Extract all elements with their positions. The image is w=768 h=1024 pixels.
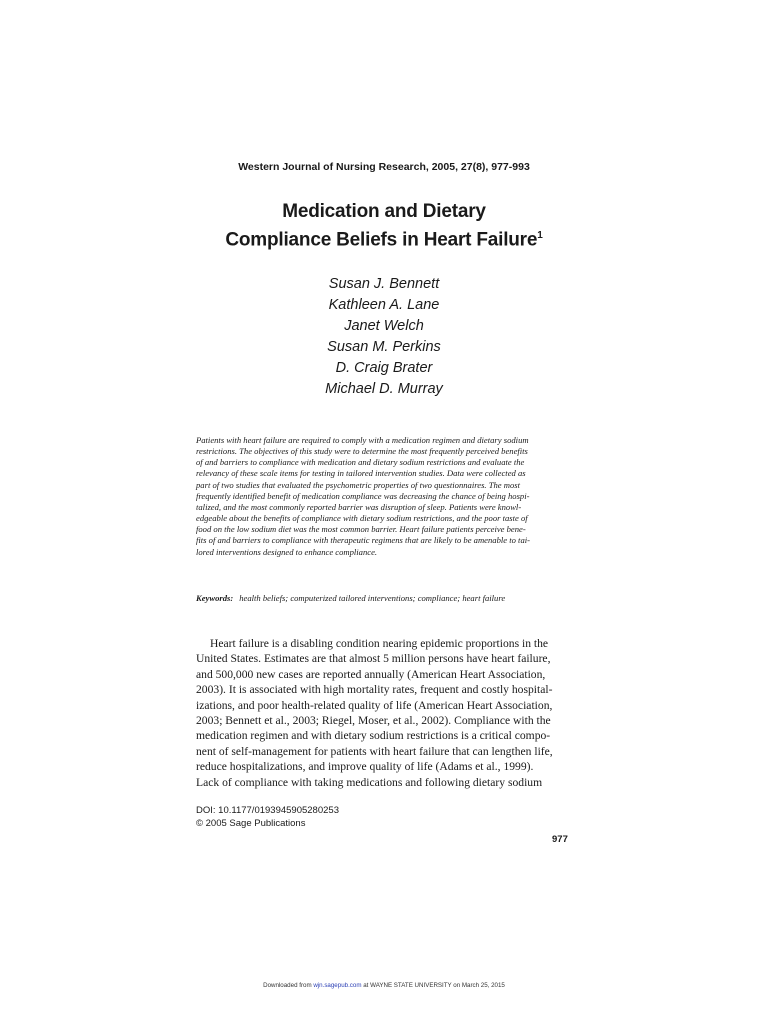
title-line-1: Medication and Dietary (282, 201, 486, 222)
download-footer (0, 982, 768, 989)
author-name: Kathleen A. Lane (328, 297, 440, 313)
body-line: United States. Estimates are that almost 5 million persons have heart failure, (196, 652, 551, 666)
copyright: © 2005 Sage Publications (196, 818, 306, 829)
body-line: and 500,000 new cases are reported annually (American Heart Association, (196, 667, 546, 681)
abstract-line: food on the low sodium diet was the most common barrier. Heart failure patients perceive bene- (196, 524, 526, 535)
abstract-line: frequently identified benefit of medication compliance was decreasing the chance of being hospi- (196, 490, 530, 501)
abstract-line: edgeable about the benefits of compliance with dietary sodium restrictions, and the poor taste of (196, 513, 528, 524)
page-number: 977 (552, 834, 568, 845)
author-list (0, 274, 768, 400)
body-line: izations, and poor health-related quality of life (American Heart Association, (196, 698, 553, 712)
journal-citation: Western Journal of Nursing Research, 2005, 27(8), 977-993 (238, 161, 530, 173)
body-line: Heart failure is a disabling condition nearing epidemic proportions in the (210, 637, 549, 650)
footer-suffix: at WAYNE STATE UNIVERSITY on March 25, 2015 (361, 982, 505, 989)
body-line: Lack of compliance with taking medications and following dietary sodium (196, 775, 543, 789)
author-name: Janet Welch (344, 318, 424, 334)
abstract-line: relevancy of these scale items for testing in tailored intervention studies. Data were collected as (196, 468, 526, 479)
title-line-2 (0, 224, 768, 252)
abstract-line: Patients with heart failure are required to comply with a medication regimen and dietary sodium (196, 435, 529, 445)
body-line: medication regimen and with dietary sodium restrictions is a critical compo- (196, 729, 551, 743)
author-name: Michael D. Murray (325, 381, 443, 397)
article-title (0, 200, 768, 252)
body-line: nent of self-management for patients with heart failure that can lengthen life, (196, 744, 553, 758)
abstract (196, 435, 574, 558)
abstract-line: fits of and barriers to compliance with therapeutic regimens that are likely to be amenable to tai- (196, 535, 530, 546)
body-line: 2003; Bennett et al., 2003; Riegel, Moser, et al., 2002). Compliance with the (196, 714, 551, 728)
footer-prefix: Downloaded from (263, 982, 314, 989)
body-paragraph (196, 636, 574, 790)
footer-link[interactable]: wjn.sagepub.com (313, 982, 362, 989)
keywords (196, 593, 596, 603)
keywords-text: health beliefs; computerized tailored interventions; compliance; heart failure (239, 593, 506, 603)
abstract-line: of and barriers to compliance with medication and dietary sodium restrictions and evaluate the (196, 457, 525, 468)
doi: DOI: 10.1177/0193945905280253 (196, 805, 339, 816)
author-name: D. Craig Brater (335, 360, 433, 376)
author-name: Susan M. Perkins (327, 339, 441, 355)
abstract-line: restrictions. The objectives of this study were to determine the most frequently perceived benefits (196, 446, 528, 457)
title-footnote-marker[interactable]: 1 (537, 230, 543, 241)
author-name: Susan J. Bennett (328, 276, 440, 292)
publication-info (196, 804, 339, 830)
abstract-line: talized, and the most commonly reported barrier was disruption of sleep. Patients were knowl- (196, 501, 522, 512)
body-line: 2003). It is associated with high mortality rates, frequent and costly hospital- (196, 683, 553, 697)
keywords-label: Keywords: (196, 593, 234, 603)
title-line-2-text: Compliance Beliefs in Heart Failure (225, 229, 538, 251)
abstract-line: lored interventions designed to enhance compliance. (196, 546, 378, 557)
abstract-line: part of two studies that evaluated the psychometric properties of two questionnaires. The most (196, 479, 520, 490)
body-line: reduce hospitalizations, and improve quality of life (Adams et al., 1999). (196, 760, 534, 774)
